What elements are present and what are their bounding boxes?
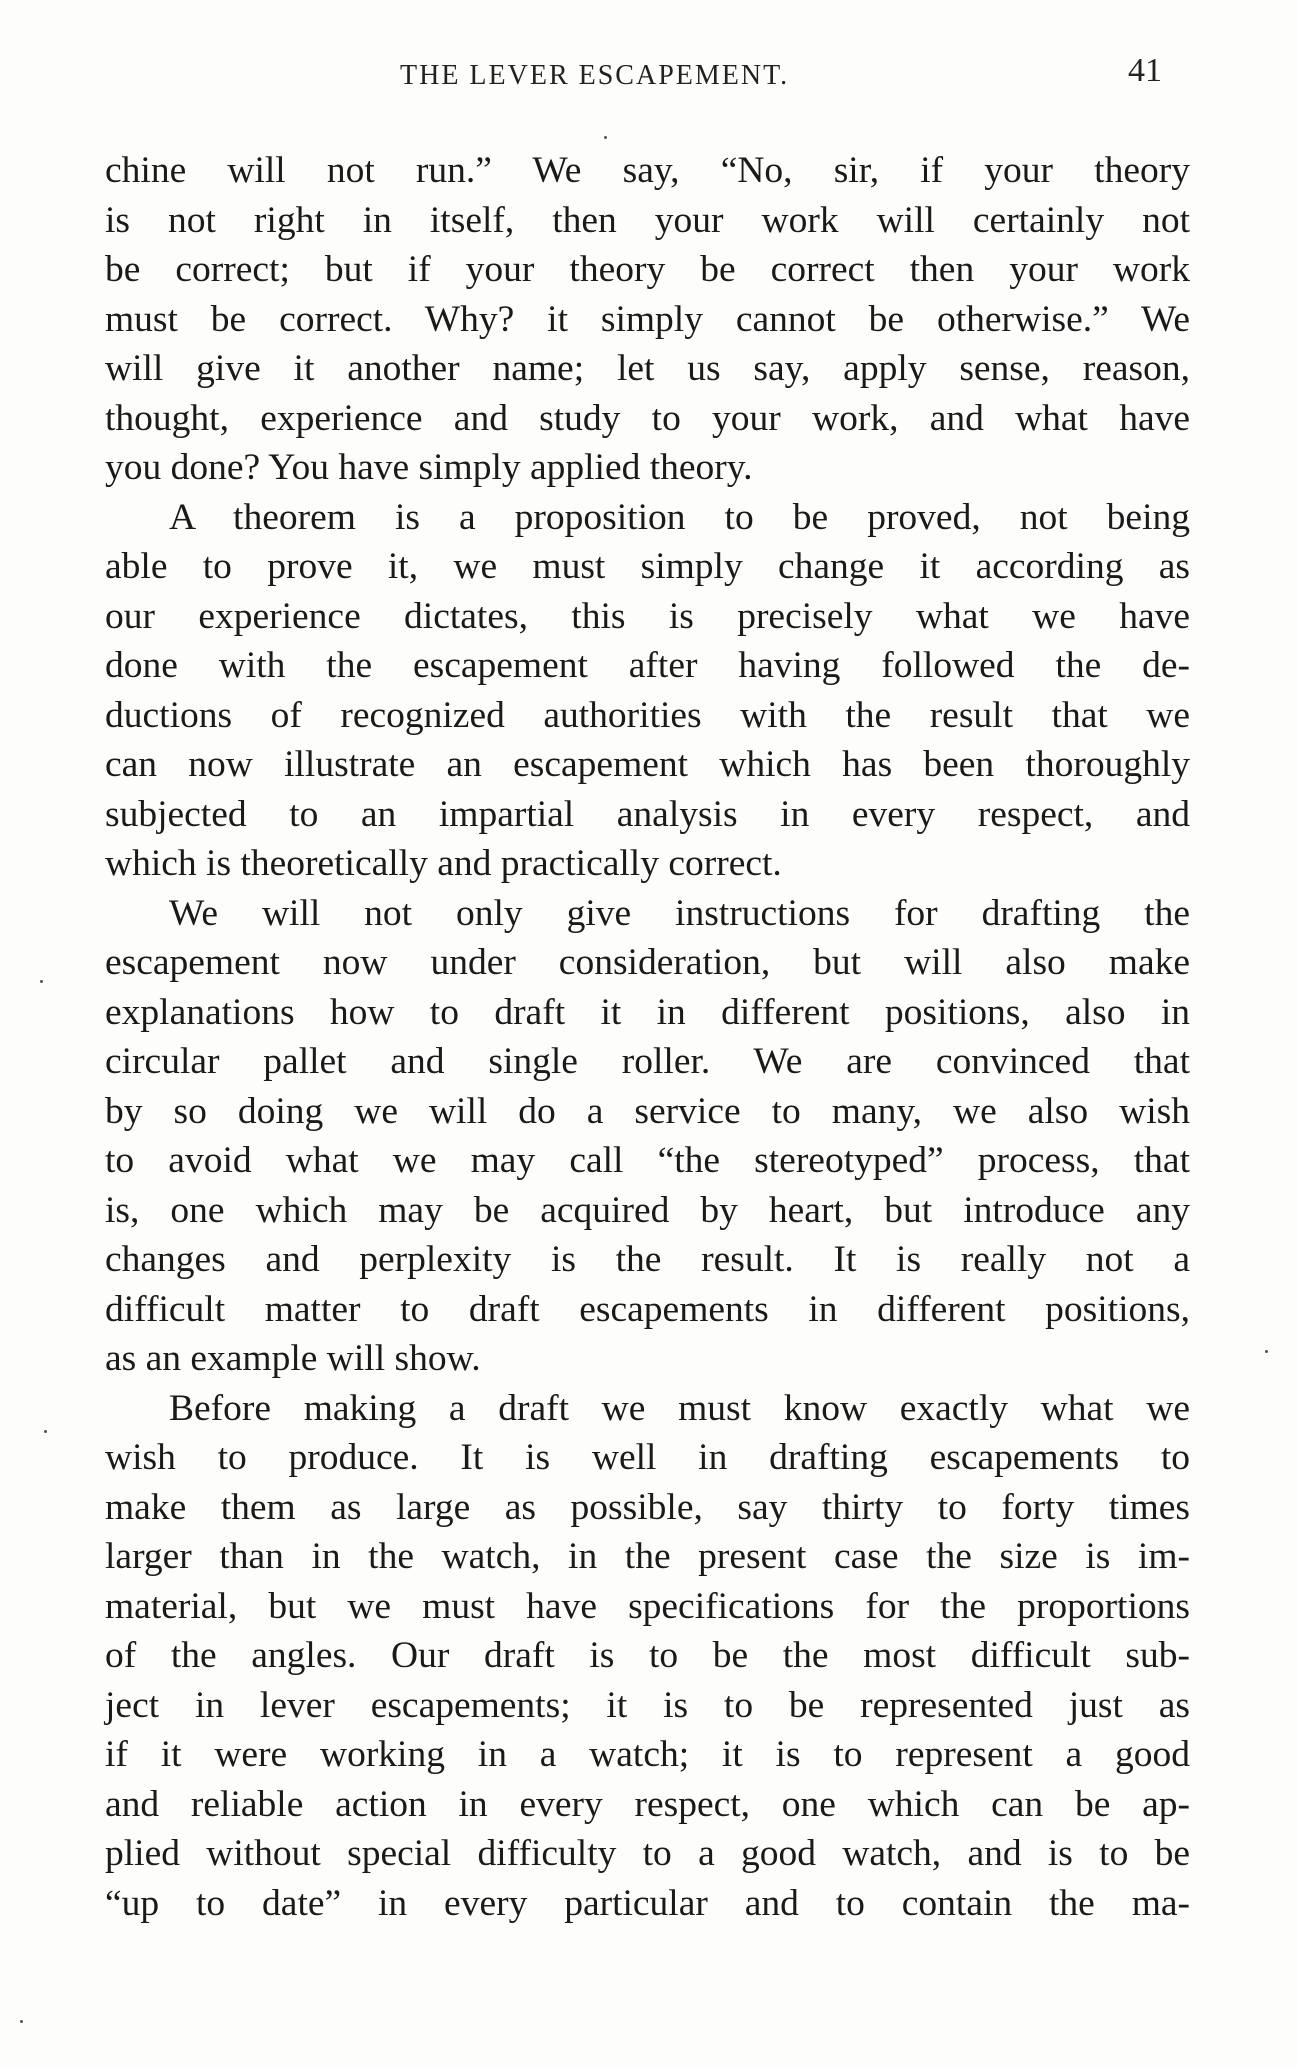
text-line: circular pallet and single roller. We are convinced that	[105, 1041, 1190, 1082]
text-line: you done? You have simply applied theory.	[105, 447, 753, 488]
text-line: ductions of recognized authorities with the result that we	[105, 694, 1190, 736]
text-line: will give it another name; let us say, apply sense, reason,	[105, 348, 1190, 389]
print-speck	[604, 136, 607, 139]
paragraph-4	[105, 1384, 1190, 1929]
running-head: THE LEVER ESCAPEMENT.	[400, 60, 790, 91]
text-line: by so doing we will do a service to many, we also wish	[105, 1090, 1190, 1132]
text-line: can now illustrate an escapement which has been thoroughly	[105, 744, 1190, 785]
text-line: thought, experience and study to your work, and what have	[105, 397, 1190, 439]
print-speck	[1265, 1350, 1268, 1353]
text-line: We will not only give instructions for drafting the	[169, 892, 1190, 934]
paragraph-3	[105, 889, 1190, 1384]
text-line: as an example will show.	[105, 1338, 481, 1379]
text-line: changes and perplexity is the result. It is really not a	[105, 1239, 1190, 1280]
print-speck	[40, 980, 43, 983]
text-line: “up to date” in every particular and to contain the ma-	[105, 1882, 1190, 1924]
text-line: which is theoretically and practically correct.	[105, 843, 782, 884]
page-number: 41	[1128, 52, 1162, 89]
text-line: and reliable action in every respect, one which can be ap-	[105, 1783, 1190, 1825]
print-speck	[44, 1430, 47, 1433]
text-line: escapement now under consideration, but will also make	[105, 942, 1190, 983]
text-line: ject in lever escapements; it is to be represented just as	[105, 1684, 1190, 1726]
text-line: to avoid what we may call “the stereotyped” process, that	[105, 1140, 1190, 1181]
text-line: must be correct. Why? it simply cannot be otherwise.” We	[105, 298, 1190, 340]
paragraph-2	[105, 493, 1190, 889]
text-line: our experience dictates, this is precisely what we have	[105, 595, 1190, 637]
text-line: plied without special difficulty to a good watch, and is to be	[105, 1833, 1190, 1874]
paragraph-1	[105, 146, 1190, 493]
text-line: done with the escapement after having followed the de-	[105, 645, 1190, 686]
text-line: material, but we must have specifications for the proportions	[105, 1585, 1190, 1627]
text-line: Before making a draft we must know exactly what we	[169, 1387, 1190, 1429]
text-line: is not right in itself, then your work will certainly not	[105, 199, 1190, 241]
text-line: larger than in the watch, in the present case the size is im-	[105, 1536, 1190, 1577]
text-line: chine will not run.” We say, “No, sir, if your theory	[105, 150, 1190, 191]
print-speck	[20, 2020, 23, 2023]
text-line: difficult matter to draft escapements in different positions,	[105, 1288, 1190, 1330]
text-line: able to prove it, we must simply change it according as	[105, 546, 1190, 587]
text-line: if it were working in a watch; it is to represent a good	[105, 1734, 1190, 1775]
text-line: be correct; but if your theory be correct then your work	[105, 249, 1190, 290]
text-line: of the angles. Our draft is to be the most difficult sub-	[105, 1635, 1190, 1676]
text-line: make them as large as possible, say thirty to forty times	[105, 1486, 1190, 1528]
text-line: subjected to an impartial analysis in every respect, and	[105, 793, 1190, 835]
body-text	[105, 146, 1190, 1928]
text-line: A theorem is a proposition to be proved, not being	[169, 496, 1190, 538]
text-line: is, one which may be acquired by heart, but introduce any	[105, 1189, 1190, 1231]
text-line: explanations how to draft it in different positions, also in	[105, 991, 1190, 1033]
text-line: wish to produce. It is well in drafting escapements to	[105, 1437, 1190, 1478]
